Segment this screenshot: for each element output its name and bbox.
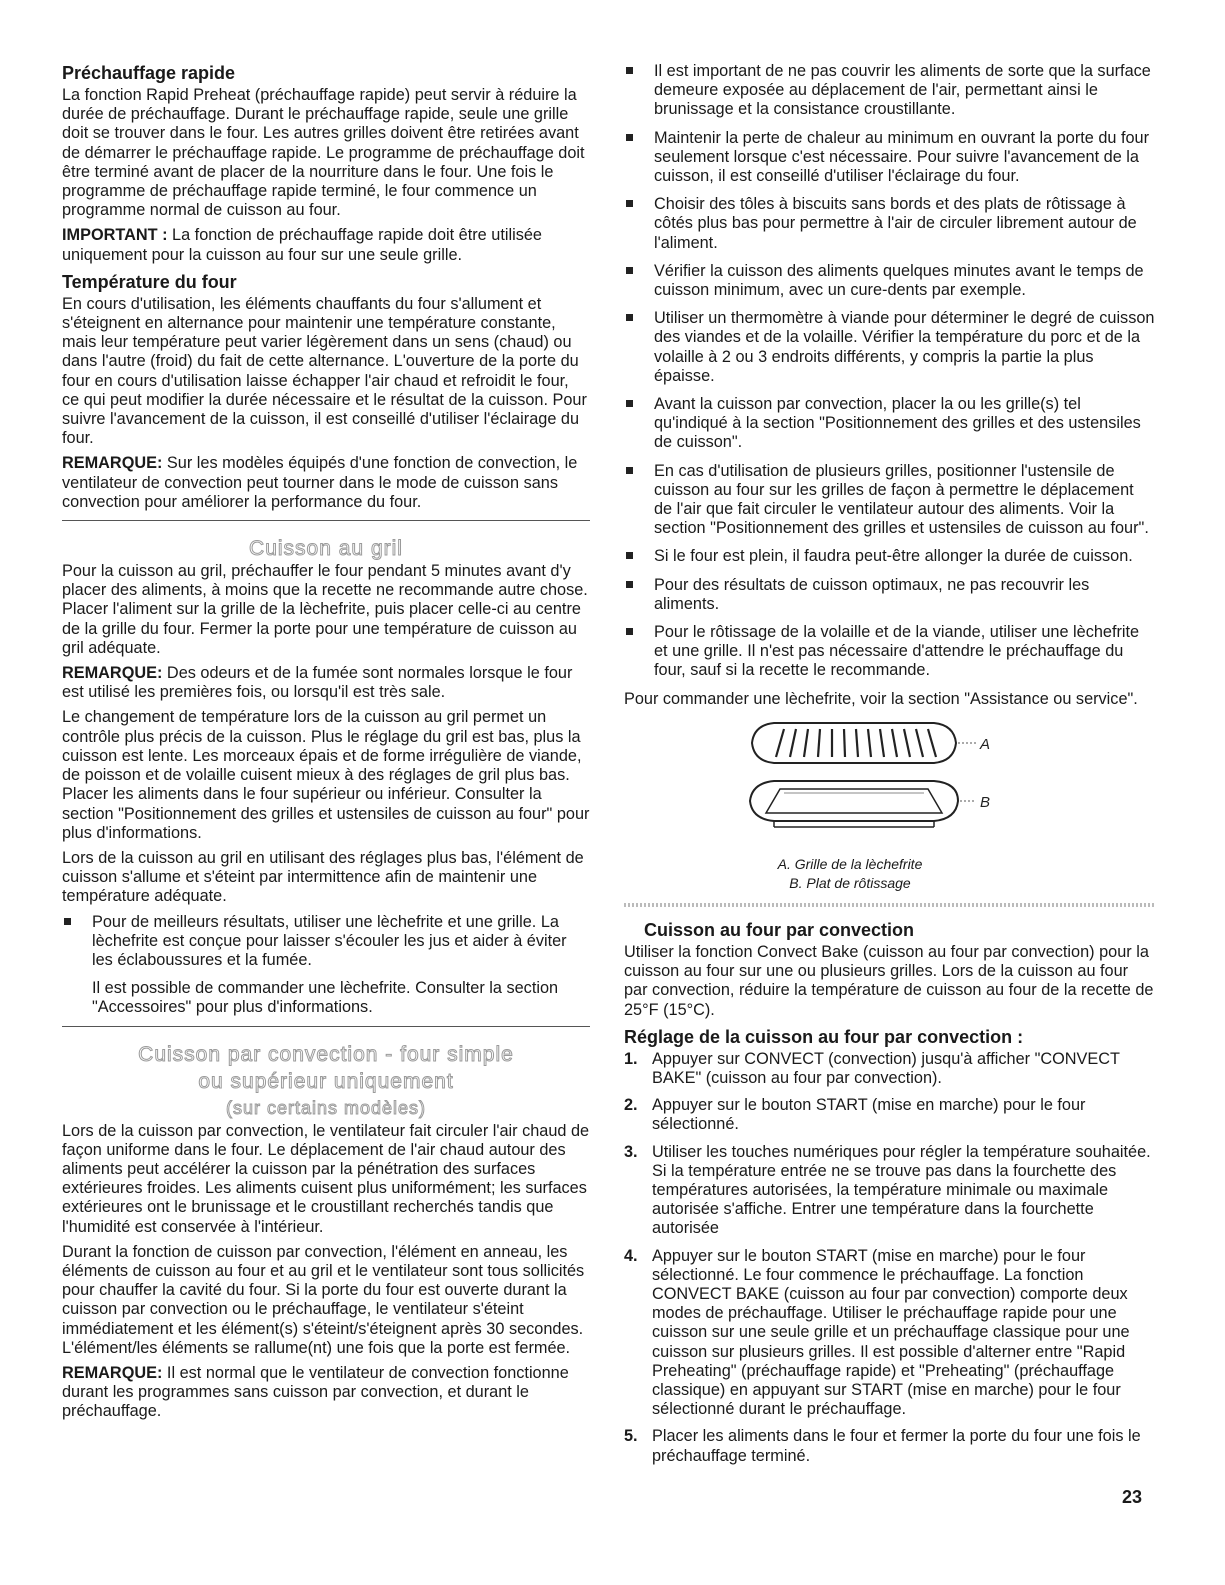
note-text: Sur les modèles équipés d'une fonction de convection, le ventilateur de convection peut tourner dans le mode de cuisson sans convection pour améliorer la performance du four. [62, 454, 578, 511]
list-item: Vérifier la cuisson des aliments quelques minutes avant le temps de cuisson minimum, avec un cure-dents par exemple. [624, 262, 1156, 300]
convection-heading-2: ou supérieur uniquement [198, 1069, 454, 1093]
bullet-square-icon [626, 552, 633, 559]
caption-b: B. Plat de rôtissage [789, 874, 911, 891]
bullet-square-icon [626, 400, 633, 407]
list-item: Avant la cuisson par convection, placer la ou les grille(s) tel qu'indiqué à la section "Positionnement des grilles et des ustensiles de cuisson". [624, 395, 1156, 453]
broiling-text-2: Le changement de température lors de la cuisson au gril permet un contrôle plus précis de la cuisson. Plus le réglage du gril est bas, plus la cuisson est lente. Les morceaux épais et de forme irrégulière de viande, de poisson et de volaille cuisent mieux à des réglages de gril plus bas. Placer les aliments dans le four supérieur ou inférieur. Consulter la section "Positionnement des grilles et ustensiles de cuisson au four" pour plus d'informations. [62, 708, 590, 842]
broiling-order-text: Il est possible de commander une lèchefrite. Consulter la section "Accessoires" pour plus d'informations. [92, 979, 559, 1017]
list-item: Pour de meilleurs résultats, utiliser une lèchefrite et une grille. La lèchefrite est conçue pour laisser s'écouler les jus et aider à éviter les éclaboussures et la fumée. [62, 913, 590, 971]
right-column [624, 62, 1156, 1474]
convection-text: Lors de la cuisson par convection, le ventilateur fait circuler l'air chaud de façon uniforme dans le four. Le déplacement de l'air chaud autour des aliments peut accélérer la cuisson par la pénétration des surfaces extérieures froides. Les aliments cuisent plus uniformément; les surfaces extérieures ont le brunissage et le croustillant recherchés tandis que l'humidité est conservée à l'intérieur. [62, 1121, 590, 1236]
convection-tips-list [624, 62, 1156, 681]
broiler-grid-drawing [752, 723, 976, 763]
list-item: Pour le rôtissage de la volaille et de la viande, utiliser une lèchefrite et une grille. Il n'est pas nécessaire d'attendre le préchauffage du four, sauf si la recette le recommande. [624, 623, 1156, 681]
broiler-pan-illustration [624, 715, 1156, 855]
list-item: 4. Appuyer sur le bouton START (mise en marche) pour le four sélectionné. Le four commence le préchauffage. La fonction CONVECT BAKE (cuisson au four par convection) comporte deux modes de préchauffage. Utiliser le préchauffage rapide pour une cuisson sur une seule grille et un préchauffage classique pour une cuisson sur plusieurs grilles. Il est possible d'alterner entre "Rapid Preheating" (préchauffage rapide) et "Preheating" (préchauffage classique) en appuyant sur START (mise en marche) pour le four sélectionné durant le préchauffage. [624, 1246, 1130, 1419]
figure-label-b: B [980, 793, 991, 811]
broiling-bullets [62, 913, 590, 971]
oven-temp-text: En cours d'utilisation, les éléments chauffants du four s'allument et s'éteignent en alternance pour maintenir une température constante, mais leur température peut varier légèrement dans un sens (chaud) ou dans l'autre (froid) du fait de cette alternance. L'ouverture de la porte du four en cours d'utilisation laisse échapper l'air chaud et refroidit le four, ce qui peut modifier la durée nécessaire et le résultat de la cuisson. Pour suivre l'avancement de la cuisson, il est conseillé d'utiliser l'éclairage du four. [62, 294, 587, 448]
important-label: IMPORTANT : [62, 226, 168, 245]
bullet-square-icon [626, 581, 633, 588]
convection-text-2: Durant la fonction de cuisson par convection, l'élément en anneau, les éléments de cuisson au four et au gril et le ventilateur sont tous sollicités pour chauffer la cavité du four. Si la porte du four est ouverte durant la cuisson par convection ou le préchauffage, le ventilateur s'éteint immédiatement et les élément(s) s'éteint/s'éteignent après 30 secondes. L'élément/les éléments se rallume(nt) une fois que la porte est fermée. [62, 1242, 585, 1357]
broiling-text: Pour la cuisson au gril, préchauffer le four pendant 5 minutes avant d'y placer des aliments, à moins que la recette ne recommande autre chose. Placer l'aliment sur la grille de la lèchefrite, puis placer celle-ci au centre de la grille du four. Fermer la porte pour une température de cuisson au gril adéquate. [62, 562, 588, 657]
bullet-square-icon [64, 918, 71, 925]
convection-heading: Cuisson par convection - four simple [138, 1042, 514, 1066]
bullet-square-icon [626, 134, 633, 141]
convection-heading-3: (sur certains modèles) [225, 1097, 427, 1118]
bullet-square-icon [626, 628, 633, 635]
bullet-square-icon [626, 200, 633, 207]
bullet-square-icon [626, 67, 633, 74]
oven-temp-heading: Température du four [62, 271, 237, 292]
bullet-square-icon [626, 267, 633, 274]
list-item: Maintenir la perte de chaleur au minimum en ouvrant la porte du four seulement lorsque c'est nécessaire. Pour suivre l'avancement de la cuisson, il est conseillé d'utiliser l'éclairage du four. [624, 129, 1156, 187]
list-item: Si le four est plein, il faudra peut-être allonger la durée de cuisson. [624, 547, 1156, 566]
list-item: 2. Appuyer sur le bouton START (mise en marche) pour le four sélectionné. [624, 1096, 1086, 1134]
important-text: La fonction de préchauffage rapide doit être utilisée uniquement pour la cuisson au four sur une seule grille. [62, 226, 542, 264]
section-divider [62, 520, 590, 521]
figure-caption [544, 855, 1156, 893]
broiling-note [62, 664, 590, 702]
broiling-text-3: Lors de la cuisson au gril en utilisant des réglages plus bas, l'élément de cuisson s'allume et s'éteint par intermittence afin de maintenir une température adéquate. [62, 848, 584, 906]
oven-temp-note [62, 454, 590, 512]
list-item: 3. Utiliser les touches numériques pour régler la température souhaitée. Si la température entrée ne se trouve pas dans la fourchette des températures autorisées, la température minimale ou maximale autorisée s'affiche. Entrer une température dans la fourchette autorisée [624, 1142, 1151, 1238]
list-item: Pour des résultats de cuisson optimaux, ne pas recouvrir les aliments. [624, 576, 1156, 614]
rapid-preheat-text: La fonction Rapid Preheat (préchauffage rapide) peut servir à réduire la durée de préchauffage. Durant le préchauffage rapide, seule une grille doit se trouver dans le four. Les autres grilles doivent être retirées avant de démarrer le préchauffage rapide. Le programme de préchauffage doit être terminé avant de placer de la nourriture dans le four. Une fois le programme de préchauffage rapide terminé, le four commence un programme normal de cuisson au four. [62, 86, 585, 220]
list-item: Utiliser un thermomètre à viande pour déterminer le degré de cuisson des viandes et de la volaille. Vérifier la température du porc et de la volaille à 2 ou 3 endroits différents, y compris la partie la plus épaisse. [624, 309, 1156, 386]
list-item: 5. Placer les aliments dans le four et fermer la porte du four une fois le préchauffage terminé. [624, 1427, 1141, 1465]
convection-note [62, 1364, 590, 1422]
roasting-pan-drawing [750, 781, 976, 827]
caption-a: A. Grille de la lèchefrite [777, 855, 923, 872]
broiling-heading: Cuisson au gril [249, 537, 403, 561]
figure-label-a: A [980, 735, 991, 753]
rapid-preheat-important [62, 226, 590, 264]
rapid-preheat-heading: Préchauffage rapide [62, 63, 236, 83]
list-item: En cas d'utilisation de plusieurs grilles, positionner l'ustensile de cuisson au four sur les grilles de façon à permettre le déplacement de l'air que fait circuler le ventilateur autour des aliments. Voir la section "Positionnement des grilles et ustensiles de cuisson au four". [624, 462, 1156, 539]
convect-bake-text: Utiliser la fonction Convect Bake (cuisson au four par convection) pour la cuisson au four sur une ou plusieurs grilles. Lors de la cuisson au four par convection, réduire la température de cuisson au four de la recette de 25°F (15°C). [624, 942, 1154, 1019]
page-number: 23 [1122, 1487, 1143, 1507]
note-label: REMARQUE: [62, 454, 163, 473]
note-label: REMARQUE: [62, 1363, 163, 1382]
note-label: REMARQUE: [62, 664, 163, 683]
convect-bake-heading: Cuisson au four par convection [644, 919, 915, 940]
list-item: Choisir des tôles à biscuits sans bords et des plats de rôtissage à côtés plus bas pour permettre à l'air de circuler librement autour de l'aliment. [624, 195, 1156, 253]
broiler-pan-figure [624, 715, 1156, 855]
order-text: Pour commander une lèchefrite, voir la section "Assistance ou service". [624, 689, 1138, 708]
bullet-square-icon [626, 314, 633, 321]
note-text: Des odeurs et de la fumée sont normales lorsque le four est utilisé les premières fois, ou lorsqu'il est très sale. [62, 664, 573, 702]
note-text: Il est normal que le ventilateur de convection fonctionne durant les programmes sans cuisson par convection, et durant le préchauffage. [62, 1363, 569, 1421]
list-item: Il est important de ne pas couvrir les aliments de sorte que la surface demeure exposée au déplacement de l'air, permettant ainsi le brunissage et la consistance croustillante. [624, 62, 1156, 120]
section-divider [624, 903, 1156, 907]
bullet-square-icon [626, 467, 633, 474]
list-item: 1. Appuyer sur CONVECT (convection) jusqu'à afficher "CONVECT BAKE" (cuisson au four par convection). [624, 1049, 1120, 1087]
convect-bake-setting-heading: Réglage de la cuisson au four par convection : [624, 1026, 1024, 1047]
left-column [62, 62, 590, 1428]
section-divider [62, 1026, 590, 1027]
convect-bake-steps [624, 1050, 1156, 1466]
